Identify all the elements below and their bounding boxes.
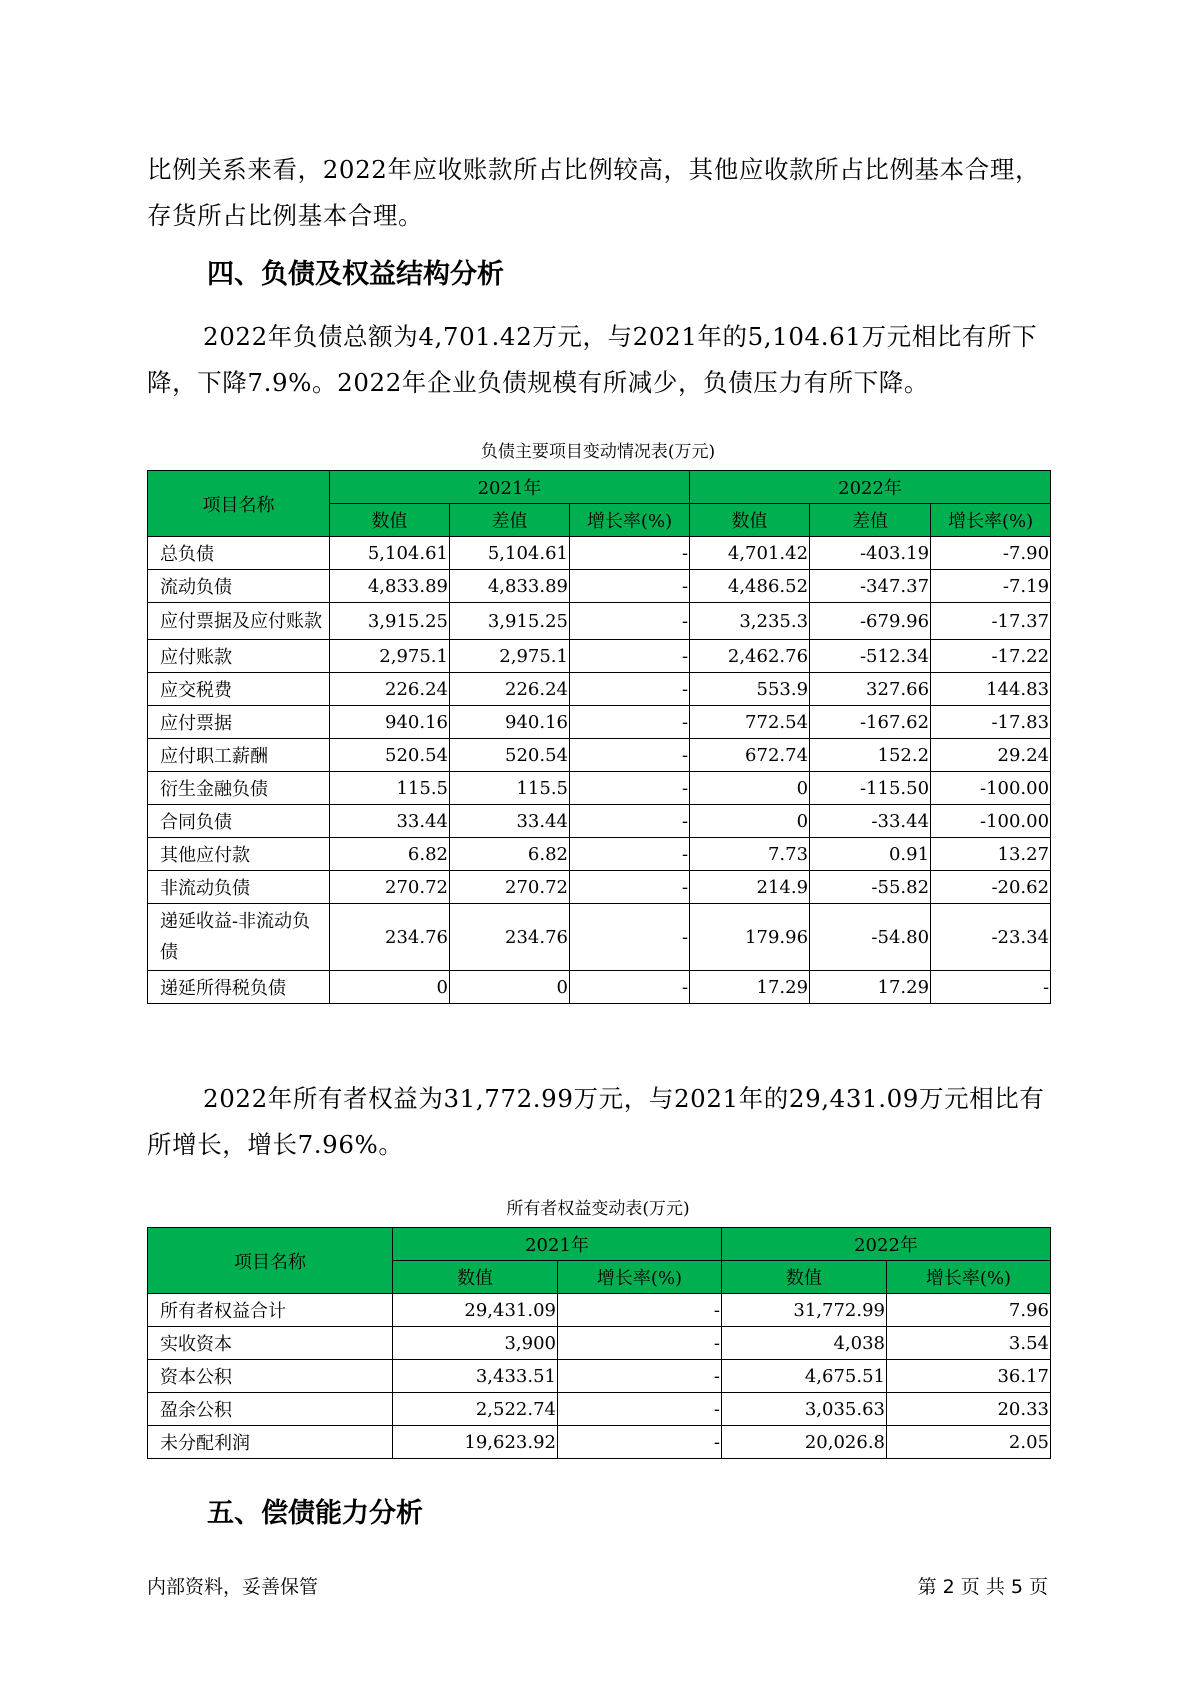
table-row [148, 1360, 1051, 1393]
table-row [148, 673, 1051, 706]
cell-2022-rate: - [931, 971, 1051, 1004]
equity-paragraph: 2022年所有者权益为31,772.99万元，与2021年的29,431.09万元相比有所增长，增长7.96%。 [147, 1084, 1045, 1159]
cell-2022-value: 0 [690, 772, 810, 805]
cell-2021-rate: - [558, 1294, 722, 1327]
cell-2021-value: 3,433.51 [393, 1360, 558, 1393]
cell-2022-value: 3,235.3 [690, 603, 810, 640]
cell-2021-value: 115.5 [330, 772, 450, 805]
footer-page-number: 第 2 页 共 5 页 [917, 1576, 1048, 1598]
cell-2022-rate: -7.90 [931, 537, 1051, 570]
row-item-name: 其他应付款 [148, 838, 330, 871]
cell-2022-value: 4,675.51 [722, 1360, 887, 1393]
cell-2022-value: 17.29 [690, 971, 810, 1004]
row-item-name: 应付账款 [148, 640, 330, 673]
row-item-name: 应付票据及应付账款 [148, 603, 330, 640]
cell-2021-value: 226.24 [330, 673, 450, 706]
cell-2021-rate: - [570, 673, 690, 706]
col-2022-value: 数值 [690, 504, 810, 537]
row-item-name: 实收资本 [148, 1327, 393, 1360]
row-item-name: 衍生金融负债 [148, 772, 330, 805]
cell-2022-rate: -17.37 [931, 603, 1051, 640]
cell-2021-rate: - [570, 603, 690, 640]
cell-2022-rate: 36.17 [887, 1360, 1051, 1393]
cell-2022-diff: 17.29 [810, 971, 931, 1004]
cell-2021-rate: - [558, 1327, 722, 1360]
table-row [148, 772, 1051, 805]
cell-2022-diff: 327.66 [810, 673, 931, 706]
row-item-name: 流动负债 [148, 570, 330, 603]
table-row [148, 871, 1051, 904]
cell-2022-diff: -403.19 [810, 537, 931, 570]
cell-2021-diff: 2,975.1 [450, 640, 570, 673]
cell-2021-value: 2,522.74 [393, 1393, 558, 1426]
liabilities-table [147, 470, 1051, 1004]
cell-2022-value: 2,462.76 [690, 640, 810, 673]
cell-2022-diff: 152.2 [810, 739, 931, 772]
cell-2022-rate: -23.34 [931, 904, 1051, 971]
cell-2021-value: 3,915.25 [330, 603, 450, 640]
col-year-2021: 2021年 [393, 1228, 722, 1261]
liabilities-table-caption: 负债主要项目变动情况表(万元) [480, 442, 716, 462]
row-item-name: 递延收益-非流动负债 [148, 904, 330, 971]
table-row [148, 570, 1051, 603]
cell-2021-value: 234.76 [330, 904, 450, 971]
cell-2022-rate: -100.00 [931, 805, 1051, 838]
cell-2022-rate: 144.83 [931, 673, 1051, 706]
cell-2022-value: 672.74 [690, 739, 810, 772]
cell-2021-value: 5,104.61 [330, 537, 450, 570]
cell-2021-diff: 940.16 [450, 706, 570, 739]
cell-2022-diff: -115.50 [810, 772, 931, 805]
cell-2021-value: 0 [330, 971, 450, 1004]
col-2021-rate: 增长率(%) [558, 1261, 722, 1294]
cell-2022-diff: -54.80 [810, 904, 931, 971]
cell-2021-value: 4,833.89 [330, 570, 450, 603]
cell-2021-value: 19,623.92 [393, 1426, 558, 1459]
cell-2021-diff: 3,915.25 [450, 603, 570, 640]
cell-2022-rate: 29.24 [931, 739, 1051, 772]
col-2021-value: 数值 [330, 504, 450, 537]
cell-2022-rate: -17.22 [931, 640, 1051, 673]
col-year-2022: 2022年 [690, 471, 1051, 504]
col-2021-value: 数值 [393, 1261, 558, 1294]
cell-2021-rate: - [570, 904, 690, 971]
cell-2022-value: 553.9 [690, 673, 810, 706]
cell-2021-rate: - [570, 537, 690, 570]
equity-table [147, 1227, 1051, 1459]
cell-2022-rate: 3.54 [887, 1327, 1051, 1360]
table-row [148, 904, 1051, 971]
cell-2021-rate: - [570, 772, 690, 805]
cell-2022-value: 4,038 [722, 1327, 887, 1360]
liabilities-paragraph: 2022年负债总额为4,701.42万元，与2021年的5,104.61万元相比有所下降，下降7.9%。2022年企业负债规模有所减少，负债压力有所下降。 [147, 322, 1038, 397]
cell-2021-rate: - [570, 640, 690, 673]
cell-2021-rate: - [570, 971, 690, 1004]
cell-2022-diff: 0.91 [810, 838, 931, 871]
cell-2022-rate: 7.96 [887, 1294, 1051, 1327]
row-item-name: 应交税费 [148, 673, 330, 706]
cell-2021-diff: 6.82 [450, 838, 570, 871]
cell-2022-value: 4,701.42 [690, 537, 810, 570]
col-year-2022: 2022年 [722, 1228, 1051, 1261]
row-item-name: 资本公积 [148, 1360, 393, 1393]
table-row [148, 640, 1051, 673]
cell-2021-diff: 4,833.89 [450, 570, 570, 603]
cell-2022-value: 7.73 [690, 838, 810, 871]
cell-2022-diff: -512.34 [810, 640, 931, 673]
cell-2021-diff: 270.72 [450, 871, 570, 904]
cell-2021-rate: - [570, 706, 690, 739]
cell-2022-value: 4,486.52 [690, 570, 810, 603]
cell-2021-diff: 115.5 [450, 772, 570, 805]
cell-2022-rate: 2.05 [887, 1426, 1051, 1459]
row-item-name: 盈余公积 [148, 1393, 393, 1426]
cell-2022-value: 772.54 [690, 706, 810, 739]
col-2022-rate: 增长率(%) [931, 504, 1051, 537]
cell-2021-rate: - [558, 1393, 722, 1426]
table-row [148, 706, 1051, 739]
cell-2021-rate: - [570, 871, 690, 904]
cell-2022-diff: -679.96 [810, 603, 931, 640]
col-item-name: 项目名称 [148, 471, 330, 537]
row-item-name: 未分配利润 [148, 1426, 393, 1459]
cell-2021-value: 520.54 [330, 739, 450, 772]
cell-2021-value: 2,975.1 [330, 640, 450, 673]
cell-2022-value: 31,772.99 [722, 1294, 887, 1327]
intro-paragraph: 比例关系来看，2022年应收账款所占比例较高，其他应收款所占比例基本合理，存货所占比例基本合理。 [147, 155, 1041, 230]
cell-2022-value: 0 [690, 805, 810, 838]
cell-2022-rate: -100.00 [931, 772, 1051, 805]
row-item-name: 总负债 [148, 537, 330, 570]
col-2022-diff: 差值 [810, 504, 931, 537]
cell-2021-diff: 33.44 [450, 805, 570, 838]
cell-2021-rate: - [570, 838, 690, 871]
cell-2022-value: 179.96 [690, 904, 810, 971]
col-year-2021: 2021年 [330, 471, 690, 504]
row-item-name: 递延所得税负债 [148, 971, 330, 1004]
row-item-name: 所有者权益合计 [148, 1294, 393, 1327]
cell-2022-diff: -167.62 [810, 706, 931, 739]
row-item-name: 应付职工薪酬 [148, 739, 330, 772]
col-item-name: 项目名称 [148, 1228, 393, 1294]
cell-2021-value: 29,431.09 [393, 1294, 558, 1327]
col-2022-value: 数值 [722, 1261, 887, 1294]
table-row [148, 1393, 1051, 1426]
col-2021-rate: 增长率(%) [570, 504, 690, 537]
cell-2021-rate: - [558, 1426, 722, 1459]
cell-2022-value: 20,026.8 [722, 1426, 887, 1459]
equity-table-caption: 所有者权益变动表(万元) [506, 1199, 690, 1219]
table-row [148, 537, 1051, 570]
cell-2022-rate: -7.19 [931, 570, 1051, 603]
cell-2021-value: 6.82 [330, 838, 450, 871]
cell-2021-value: 3,900 [393, 1327, 558, 1360]
section-4-heading: 四、负债及权益结构分析 [207, 259, 504, 290]
table-row [148, 1327, 1051, 1360]
cell-2021-rate: - [570, 739, 690, 772]
table-row [148, 838, 1051, 871]
cell-2022-rate: -20.62 [931, 871, 1051, 904]
table-row [148, 805, 1051, 838]
footer-confidential-note: 内部资料，妥善保管 [147, 1576, 319, 1598]
table-row [148, 603, 1051, 640]
cell-2021-diff: 520.54 [450, 739, 570, 772]
col-2022-rate: 增长率(%) [887, 1261, 1051, 1294]
cell-2022-rate: 13.27 [931, 838, 1051, 871]
row-item-name: 非流动负债 [148, 871, 330, 904]
row-item-name: 应付票据 [148, 706, 330, 739]
table-row [148, 1294, 1051, 1327]
col-2021-diff: 差值 [450, 504, 570, 537]
cell-2021-value: 270.72 [330, 871, 450, 904]
cell-2022-value: 214.9 [690, 871, 810, 904]
cell-2021-diff: 234.76 [450, 904, 570, 971]
cell-2022-diff: -33.44 [810, 805, 931, 838]
cell-2022-value: 3,035.63 [722, 1393, 887, 1426]
row-item-name: 合同负债 [148, 805, 330, 838]
cell-2021-diff: 226.24 [450, 673, 570, 706]
cell-2022-diff: -347.37 [810, 570, 931, 603]
cell-2022-diff: -55.82 [810, 871, 931, 904]
cell-2021-rate: - [558, 1360, 722, 1393]
cell-2021-value: 940.16 [330, 706, 450, 739]
cell-2021-rate: - [570, 570, 690, 603]
table-row [148, 1426, 1051, 1459]
table-row [148, 971, 1051, 1004]
cell-2022-rate: -17.83 [931, 706, 1051, 739]
cell-2021-value: 33.44 [330, 805, 450, 838]
cell-2022-rate: 20.33 [887, 1393, 1051, 1426]
cell-2021-diff: 5,104.61 [450, 537, 570, 570]
cell-2021-rate: - [570, 805, 690, 838]
cell-2021-diff: 0 [450, 971, 570, 1004]
section-5-heading: 五、偿债能力分析 [207, 1498, 423, 1529]
table-row [148, 739, 1051, 772]
